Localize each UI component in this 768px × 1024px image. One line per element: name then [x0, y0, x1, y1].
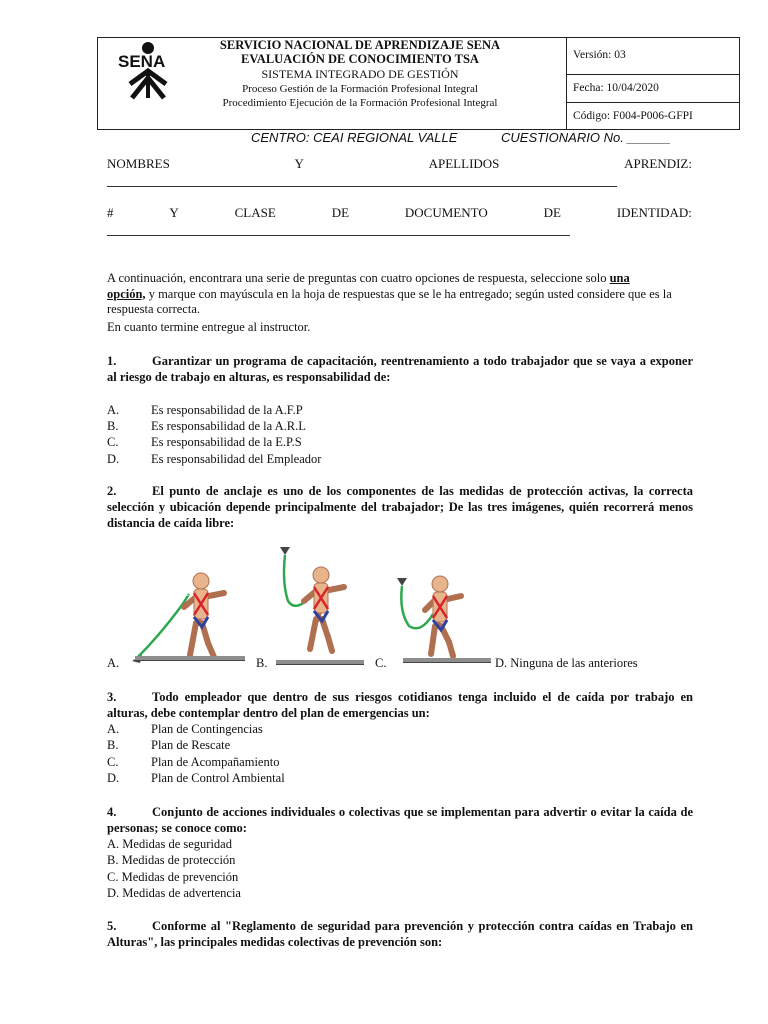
- emphasis: opción,: [107, 286, 146, 301]
- date-label: Fecha: 10/04/2020: [573, 82, 659, 94]
- word: APELLIDOS: [428, 156, 500, 171]
- word: Y: [294, 156, 304, 171]
- word: CLASE: [234, 205, 276, 220]
- word: DE: [331, 205, 350, 220]
- header-row-line: [566, 74, 740, 75]
- ground-b: [276, 660, 364, 665]
- eval-title: EVALUACIÓN DE CONOCIMIENTO TSA: [241, 52, 479, 66]
- header-divider: [566, 37, 567, 130]
- word: Y: [169, 205, 179, 220]
- ground-a: [135, 656, 245, 661]
- question-4: 4. Conjunto de acciones individuales o colectivas que se implementan para advertir o evitar la caída de personas; se conoce como:: [107, 805, 693, 835]
- ground-c: [403, 658, 491, 663]
- fall-figure-a: [130, 565, 250, 665]
- process-title: Proceso Gestión de la Formación Profesional Integral: [242, 83, 478, 95]
- fall-figure-b: [270, 543, 370, 663]
- system-title: SISTEMA INTEGRADO DE GESTIÓN: [261, 67, 459, 81]
- question-5: 5. Conforme al "Reglamento de seguridad para prevención y protección contra caídas en Trabajo en Alturas", las principales medidas colectivas de prevención son:: [107, 919, 693, 949]
- procedure-title: Procedimiento Ejecución de la Formación Profesional Integral: [222, 97, 498, 109]
- question-3: 3. Todo empleador que dentro de sus riesgos cotidianos tenga incluido el de caída por trabajo en alturas, debe contemplar dentro del plan de emergencias un:: [107, 690, 693, 720]
- option-4a[interactable]: A. Medidas de seguridad: [107, 837, 232, 851]
- emphasis: una: [609, 271, 630, 285]
- centro-label: CENTRO: CEAI REGIONAL VALLE: [251, 130, 458, 145]
- image-option-a[interactable]: A.: [107, 656, 120, 670]
- image-option-b[interactable]: B.: [256, 656, 268, 670]
- question-1: 1. Garantizar un programa de capacitación, reentrenamiento a todo trabajador que se vaya a exponer al riesgo de trabajo en alturas, es responsabilidad de:: [107, 354, 693, 384]
- option-4c[interactable]: C. Medidas de prevención: [107, 870, 239, 884]
- names-fill-line[interactable]: [107, 186, 617, 187]
- id-fill-line[interactable]: [107, 235, 570, 236]
- logo-text: SENA: [118, 52, 166, 71]
- instructions-note: En cuanto termine entregue al instructor.: [107, 320, 311, 334]
- word: DOCUMENTO: [404, 205, 488, 220]
- question-2: 2. El punto de anclaje es uno de los componentes de las medidas de protección activas, la correcta selección y ubicación depende principalmente del trabajador; De las tres imágenes, quién recorrerá menos distancia de caída libre:: [107, 484, 693, 530]
- header-row-line: [566, 102, 740, 103]
- option-4b[interactable]: B. Medidas de protección: [107, 853, 236, 867]
- image-option-c[interactable]: C.: [375, 656, 387, 670]
- word: NOMBRES: [107, 156, 170, 171]
- version-label: Versión: 03: [573, 49, 626, 61]
- word: #: [107, 205, 114, 220]
- instructions: A continuación, encontrara una serie de preguntas con cuatro opciones de respuesta, seleccione solo una opción, y marque con mayúscula en la hoja de respuestas que se le ha entregado; según usted considere que es la respuesta correcta.: [107, 271, 672, 316]
- id-field-label: [107, 205, 692, 221]
- word: APRENDIZ:: [624, 156, 692, 171]
- fall-figure-c: [395, 572, 495, 664]
- word: DE: [543, 205, 561, 220]
- names-field-label: [107, 156, 692, 172]
- org-name: SERVICIO NACIONAL DE APRENDIZAJE SENA: [219, 38, 501, 52]
- option-4d[interactable]: D. Medidas de advertencia: [107, 886, 241, 900]
- code-label: Código: F004-P006-GFPI: [573, 110, 693, 122]
- cuestionario-label: CUESTIONARIO No. ______: [501, 130, 671, 145]
- word: IDENTIDAD:: [616, 205, 692, 220]
- image-option-d[interactable]: D. Ninguna de las anteriores: [495, 656, 638, 670]
